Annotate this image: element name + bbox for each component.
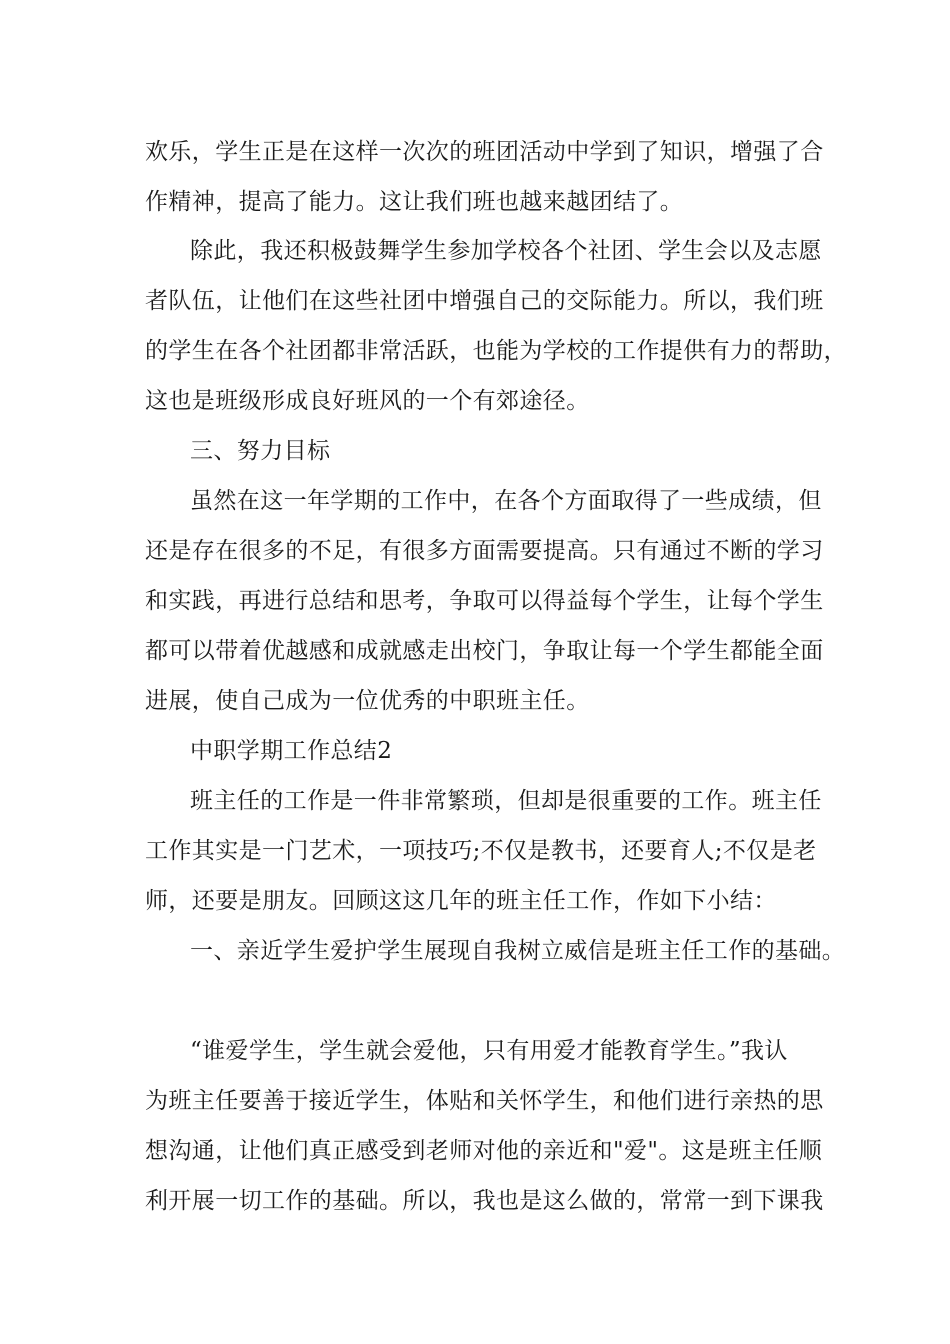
article-title: 中职学期工作总结2 bbox=[190, 738, 393, 764]
paragraph-line: 进展，使自己成为一位优秀的中职班主任。 bbox=[145, 688, 590, 714]
paragraph-line: 都可以带着优越感和成就感走出校门，争取让每一个学生都能全面 bbox=[145, 638, 824, 664]
paragraph-line: 想沟通，让他们真正感受到老师对他的亲近和"爱"。这是班主任顺 bbox=[145, 1138, 823, 1164]
section-heading: 三、努力目标 bbox=[190, 438, 331, 464]
paragraph-line: 的学生在各个社团都非常活跃，也能为学校的工作提供有力的帮助， bbox=[145, 338, 847, 364]
paragraph-line: 者队伍，让他们在这些社团中增强自己的交际能力。所以，我们班 bbox=[145, 288, 824, 314]
paragraph-line: 和实践，再进行总结和思考，争取可以得益每个学生，让每个学生 bbox=[145, 588, 824, 614]
paragraph-line: 作精神，提高了能力。这让我们班也越来越团结了。 bbox=[145, 189, 684, 215]
paragraph-line: 这也是班级形成良好班风的一个有郊途径。 bbox=[145, 388, 590, 414]
paragraph-line: 除此，我还积极鼓舞学生参加学校各个社团、学生会以及志愿 bbox=[190, 238, 822, 264]
paragraph-line: “谁爱学生，学生就会爱他，只有用爱才能教育学生。”我认 bbox=[190, 1038, 788, 1064]
paragraph-line: 利开展一切工作的基础。所以，我也是这么做的，常常一到下课我 bbox=[145, 1188, 824, 1214]
paragraph-line: 还是存在很多的不足，有很多方面需要提高。只有通过不断的学习 bbox=[145, 538, 824, 564]
paragraph-line: 班主任的工作是一件非常繁琐，但却是很重要的工作。班主任 bbox=[190, 788, 822, 814]
paragraph-line: 虽然在这一年学期的工作中，在各个方面取得了一些成绩，但 bbox=[190, 488, 822, 514]
paragraph-line: 师，还要是朋友。回顾这这几年的班主任工作，作如下小结： bbox=[145, 888, 777, 914]
section-heading: 一、亲近学生爱护学生展现自我树立威信是班主任工作的基础。 bbox=[190, 938, 846, 964]
paragraph-line: 欢乐，学生正是在这样一次次的班团活动中学到了知识，增强了合 bbox=[145, 139, 824, 165]
paragraph-line: 为班主任要善于接近学生，体贴和关怀学生，和他们进行亲热的思 bbox=[145, 1088, 824, 1114]
paragraph-line: 工作其实是一门艺术，一项技巧;不仅是教书，还要育人;不仅是老 bbox=[145, 838, 817, 864]
